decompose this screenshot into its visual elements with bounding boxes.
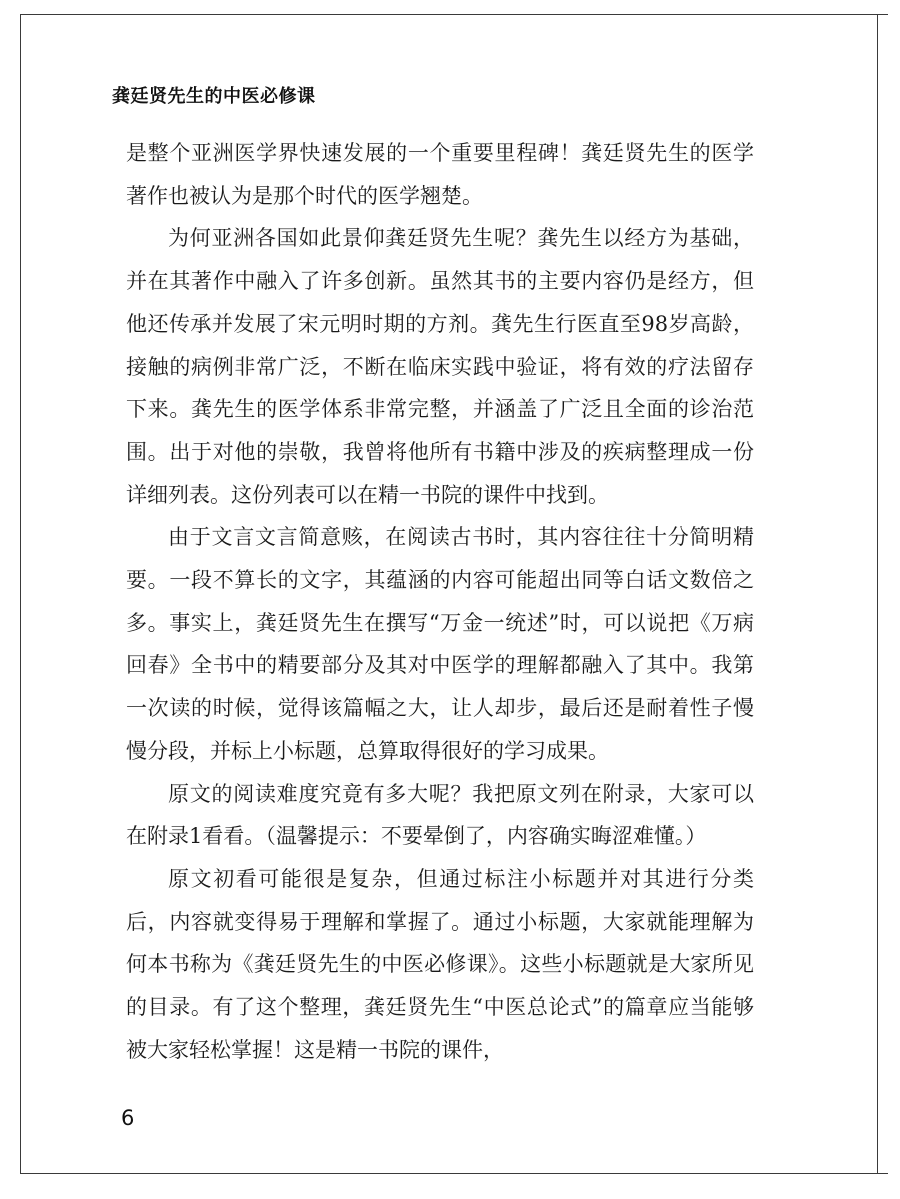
paragraph: 由于文言文言简意赅，在阅读古书时，其内容往往十分简明精要。一段不算长的文字，其蕴涵的内容可能超出同等白话文数倍之多。事实上，龚廷贤先生在撰写“万金一统述”时，可以说把《万病回春》全书中的精要部分及其对中医学的理解都融入了其中。我第一次读的时候，觉得该篇幅之大，让人却步，最后还是耐着性子慢慢分段，并标上小标题，总算取得很好的学习成果。 (126, 525, 754, 763)
header-title-prefix: 龚廷贤先生的 (112, 86, 223, 107)
body-text (126, 132, 754, 1071)
paragraph: 原文初看可能很是复杂，但通过标注小标题并对其进行分类后，内容就变得易于理解和掌握了。通过小标题，大家就能理解为何本书称为《龚廷贤先生的中医必修课》。这些小标题就是大家所见的目录。有了这个整理，龚廷贤先生“中医总论式”的篇章应当能够被大家轻松掌握！这是精一书院的课件， (126, 866, 754, 1062)
paragraph: 原文的阅读难度究竟有多大呢？我把原文列在附录，大家可以在附录1看看。（温馨提示：不要晕倒了，内容确实晦涩难懂。） (126, 781, 754, 849)
paragraph: 是整个亚洲医学界快速发展的一个重要里程碑！龚廷贤先生的医学著作也被认为是那个时代的医学翘楚。 (126, 141, 754, 208)
page-number: 6 (121, 1106, 135, 1130)
running-header (112, 82, 316, 108)
paragraph: 为何亚洲各国如此景仰龚廷贤先生呢？龚先生以经方为基础，并在其著作中融入了许多创新。虽然其书的主要内容仍是经方，但他还传承并发展了宋元明时期的方剂。龚先生行医直至98岁高龄，接触的病例非常广泛，不断在临床实践中验证，将有效的疗法留存下来。龚先生的医学体系非常完整，并涵盖了广泛且全面的诊治范围。出于对他的崇敬，我曾将他所有书籍中涉及的疾病整理成一份详细列表。这份列表可以在精一书院的课件中找到。 (126, 226, 754, 507)
header-title-highlight: 中医必修课 (223, 86, 316, 107)
page-edge-strip (878, 14, 888, 1174)
